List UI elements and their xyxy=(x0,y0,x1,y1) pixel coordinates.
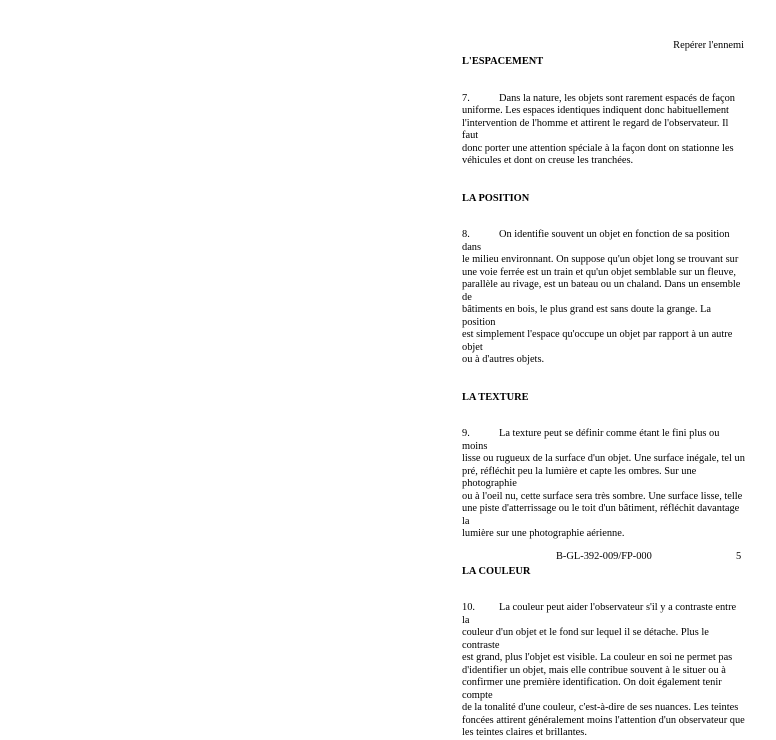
paragraph-line: est simplement l'espace qu'occupe un objet par rapport à un autre objet xyxy=(462,329,733,353)
paragraph-line: La texture peut se définir comme étant le fini plus ou moins xyxy=(462,428,720,452)
paragraph-10 xyxy=(462,602,745,740)
paragraph-number: 9. xyxy=(462,428,470,439)
paragraph-line: ou à l'oeil nu, cette surface sera très sombre. Une surface lisse, telle xyxy=(462,490,743,502)
document-code: B-GL-392-009/FP-000 xyxy=(556,551,652,562)
paragraph-line: bâtiments en bois, le plus grand est sans doute la grange. La position xyxy=(462,304,712,328)
paragraph-line: d'identifier un objet, mais elle contribue souvent à le situer ou à xyxy=(462,664,726,676)
paragraph-number: 8. xyxy=(462,229,470,240)
paragraph-line: ou à d'autres objets. xyxy=(462,354,545,365)
running-header: Repérer l'ennemi xyxy=(673,40,744,51)
paragraph-line: donc porter une attention spéciale à la façon dont on stationne les xyxy=(462,142,734,154)
paragraph-line: lisse ou rugueux de la surface d'un objet. Une surface inégale, tel un xyxy=(462,453,745,464)
paragraph-line: uniforme. Les espaces identiques indiquent donc habituellement xyxy=(462,105,729,116)
paragraph-line: pré, réfléchit peu la lumière et capte les ombres. Sur une photographie xyxy=(462,465,697,489)
page-number: 5 xyxy=(736,551,742,562)
paragraph-line: Dans la nature, les objets sont rarement espacés de façon xyxy=(499,92,736,104)
paragraph-line: confirmer une première identification. On doit également tenir compte xyxy=(462,677,722,701)
paragraph-line: On identifie souvent un objet en fonction de sa position dans xyxy=(462,229,730,253)
paragraph-line: La couleur peut aider l'observateur s'il y a contraste entre la xyxy=(462,602,737,626)
paragraph-number: 10. xyxy=(462,602,475,613)
paragraph-line: est grand, plus l'objet est visible. La couleur en soi ne permet pas xyxy=(462,652,733,663)
paragraph-number: 7. xyxy=(462,92,470,104)
paragraph-line: parallèle au rivage, est un bateau ou un chaland. Dans un ensemble de xyxy=(462,279,741,303)
paragraph-7 xyxy=(462,93,745,168)
paragraph-line: véhicules et dont on creuse les tranchées. xyxy=(462,155,634,166)
section-heading-couleur: LA COULEUR xyxy=(462,565,531,577)
section-heading-espacement: L'ESPACEMENT xyxy=(462,56,544,67)
paragraph-line: le milieu environnant. On suppose qu'un objet long se trouvant sur xyxy=(462,254,739,265)
paragraph-9 xyxy=(462,428,745,541)
paragraph-line: foncées attirent généralement moins l'attention d'un observateur que xyxy=(462,714,745,726)
paragraph-line: une voie ferrée est un train et qu'un objet semblable sur un fleuve, xyxy=(462,266,736,278)
section-heading-texture: LA TEXTURE xyxy=(462,391,529,403)
paragraph-line: couleur d'un objet et le fond sur lequel il se détache. Plus le contraste xyxy=(462,627,709,651)
text-column xyxy=(462,56,745,740)
paragraph-8 xyxy=(462,229,745,367)
paragraph-line: l'intervention de l'homme et attirent le regard de l'observateur. Il faut xyxy=(462,117,729,141)
paragraph-line: une piste d'atterrissage ou le toit d'un bâtiment, réfléchit davantage la xyxy=(462,503,740,527)
paragraph-line: lumière sur une photographie aérienne. xyxy=(462,528,625,539)
paragraph-line: les teintes claires et brillantes. xyxy=(462,727,587,738)
section-heading-position: LA POSITION xyxy=(462,192,530,204)
paragraph-line: de la tonalité d'une couleur, c'est-à-dire de ses nuances. Les teintes xyxy=(462,702,739,713)
